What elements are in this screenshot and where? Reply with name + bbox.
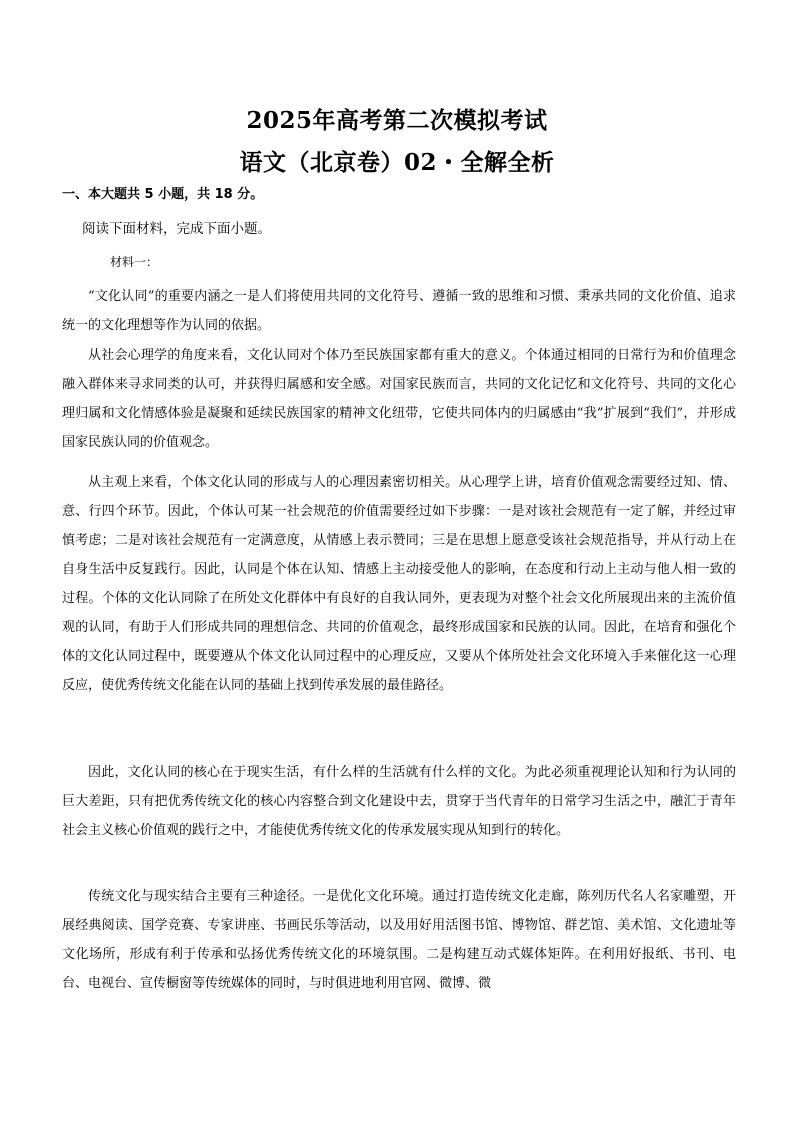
document-title: 2025年高考第二次模拟考试 [246,107,548,134]
body-paragraph: 从主观上来看，个体文化认同的形成与人的心理因素密切相关。从心理学上讲，培育价值观念需要经过知、情、意、行四个环节。因此，个体认可某一社会规范的价值需要经过如下步骤：一是对该社会规范有一定了解，并经过审慎考虑；二是对该社会规范有一定满意度，从情感上表示赞同；三是在思想上愿意受该社会规范指导，并从行动上在自身生活中反复践行。因此，认同是个体在认知、情感上主动接受他人的影响，在态度和行动上主动与他人相一致的过程。个体的文化认同除了在所处文化群体中有良好的自我认同外，更表现为对整个社会文化所展现出来的主流价值观的认同，有助于人们形成共同的理想信念、共同的价值观念，最终形成国家和民族的认同。因此，在培育和强化个体的文化认同过程中，既要遵从个体文化认同过程中的心理反应，又要从个体所处社会文化环境入手来催化这一心理反应，使优秀传统文化能在认同的基础上找到传承发展的最佳路径。 [62,475,736,693]
body-paragraph: 从社会心理学的角度来看，文化认同对个体乃至民族国家都有重大的意义。个体通过相同的日常行为和价值理念融入群体来寻求同类的认可，并获得归属感和安全感。对国家民族而言，共同的文化记忆和文化符号、共同的文化心理归属和文化情感体验是凝聚和延续民族国家的精神文化纽带，它使共同体内的归属感由“我”扩展到“我们”，并形成国家民族认同的价值观念。 [62,348,736,450]
body-paragraph: 因此，文化认同的核心在于现实生活，有什么样的生活就有什么样的文化。为此必须重视理论认知和行为认同的巨大差距，只有把优秀传统文化的核心内容整合到文化建设中去，贯穿于当代青年的日常学习生活之中，融汇于青年社会主义核心价值观的践行之中，才能使优秀传统文化的传承发展实现从知到行的转化。 [62,765,736,838]
material-label: 材料一： [110,255,159,269]
body-paragraph: “文化认同”的重要内涵之一是人们将使用共同的文化符号、遵循一致的思维和习惯、秉承共同的文化价值、追求统一的文化理想等作为认同的依据。 [62,289,736,333]
body-paragraph: 传统文化与现实结合主要有三种途径。一是优化文化环境。通过打造传统文化走廊，陈列历代名人名家雕塑，开展经典阅读、国学竞赛、专家讲座、书画民乐等活动，以及用好用活图书馆、博物馆、群艺馆、美术馆、文化遗址等文化场所，形成有利于传承和弘扬优秀传统文化的环境氛围。二是构建互动式媒体矩阵。在利用好报纸、书刊、电台、电视台、宣传橱窗等传统媒体的同时，与时俱进地利用官网、微博、微 [62,889,736,991]
reading-instruction: 阅读下面材料，完成下面小题。 [82,221,271,237]
section-heading: 一、本大题共 5 小题，共 18 分。 [62,187,264,202]
document-subtitle: 语文（北京卷）02・全解全析 [239,149,555,176]
